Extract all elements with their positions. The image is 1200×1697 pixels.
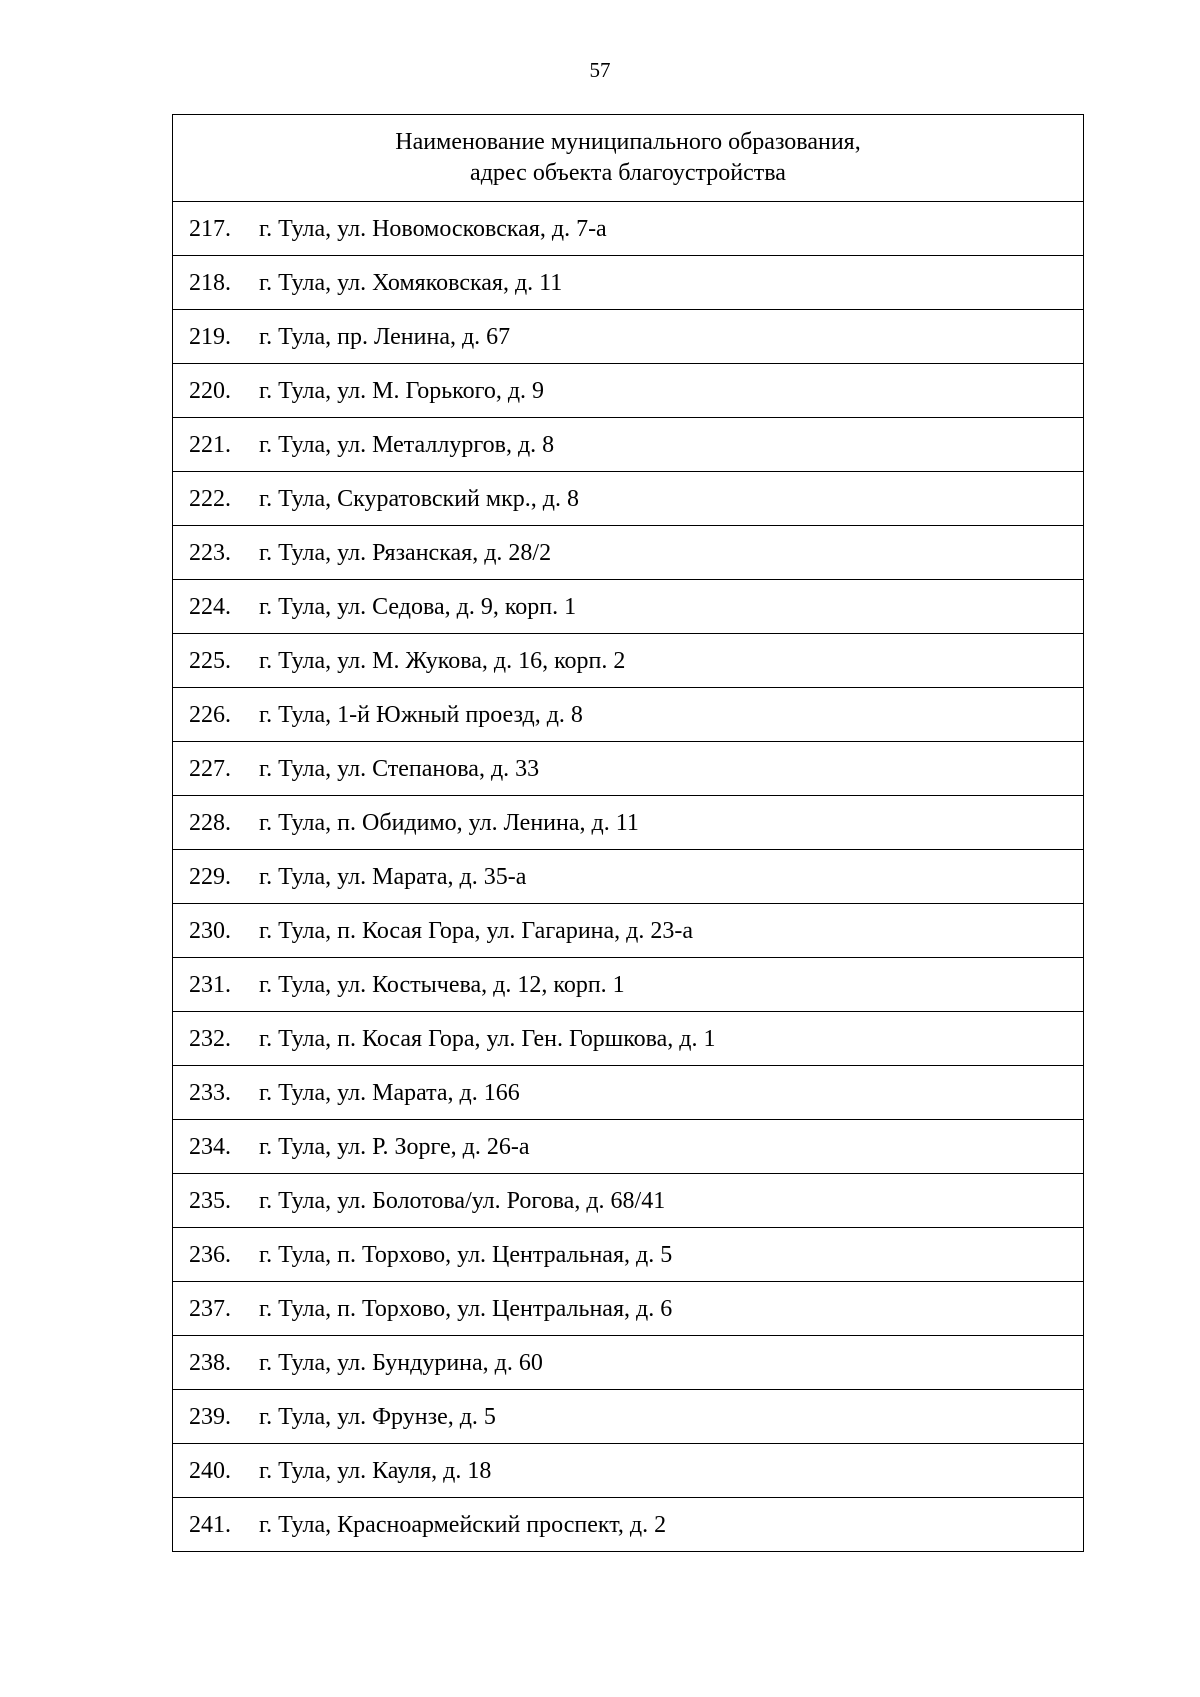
row-number: 226. — [189, 701, 231, 728]
table-row — [173, 310, 1084, 364]
row-number: 241. — [189, 1511, 231, 1538]
table-row — [173, 1390, 1084, 1444]
table-cell — [173, 310, 1084, 364]
row-number: 219. — [189, 323, 231, 350]
table-row — [173, 742, 1084, 796]
table-row — [173, 634, 1084, 688]
row-number: 235. — [189, 1187, 231, 1214]
table-row — [173, 418, 1084, 472]
table-row — [173, 904, 1084, 958]
table-row — [173, 364, 1084, 418]
row-address: г. Тула, ул. Седова, д. 9, корп. 1 — [259, 593, 577, 620]
row-number: 240. — [189, 1457, 231, 1484]
row-address: г. Тула, пр. Ленина, д. 67 — [259, 323, 511, 350]
row-address: г. Тула, Красноармейский проспект, д. 2 — [259, 1511, 667, 1538]
row-number: 223. — [189, 539, 231, 566]
row-number: 228. — [189, 809, 231, 836]
table-row — [173, 958, 1084, 1012]
table-row — [173, 1012, 1084, 1066]
table-cell — [173, 958, 1084, 1012]
row-number: 222. — [189, 485, 231, 512]
table-cell — [173, 634, 1084, 688]
table-row — [173, 202, 1084, 256]
table-row — [173, 688, 1084, 742]
table-row — [173, 256, 1084, 310]
row-address: г. Тула, ул. Новомосковская, д. 7-а — [259, 215, 607, 242]
table-row — [173, 1336, 1084, 1390]
row-address: г. Тула, ул. Металлургов, д. 8 — [259, 431, 555, 458]
row-number: 225. — [189, 647, 231, 674]
row-address: г. Тула, ул. Марата, д. 166 — [259, 1079, 520, 1106]
row-number: 218. — [189, 269, 231, 296]
row-address: г. Тула, п. Торхово, ул. Центральная, д. 6 — [259, 1295, 673, 1322]
row-address: г. Тула, Скуратовский мкр., д. 8 — [259, 485, 579, 512]
table-row — [173, 1444, 1084, 1498]
table-row — [173, 526, 1084, 580]
row-address: г. Тула, ул. Рязанская, д. 28/2 — [259, 539, 552, 566]
row-number: 234. — [189, 1133, 231, 1160]
table-row — [173, 472, 1084, 526]
row-address: г. Тула, ул. М. Горького, д. 9 — [259, 377, 545, 404]
header-line-1: Наименование муниципального образования, — [395, 129, 861, 155]
row-number: 231. — [189, 971, 231, 998]
row-address: г. Тула, п. Торхово, ул. Центральная, д. 5 — [259, 1241, 673, 1268]
table-cell — [173, 1120, 1084, 1174]
row-address: г. Тула, 1-й Южный проезд, д. 8 — [259, 701, 583, 728]
row-address: г. Тула, п. Обидимо, ул. Ленина, д. 11 — [259, 809, 639, 836]
table-cell — [173, 580, 1084, 634]
row-number: 229. — [189, 863, 231, 890]
row-number: 227. — [189, 755, 231, 782]
table-cell — [173, 202, 1084, 256]
row-address: г. Тула, п. Косая Гора, ул. Гагарина, д. 23-а — [259, 917, 694, 944]
table-row — [173, 1066, 1084, 1120]
table-row — [173, 1120, 1084, 1174]
row-address: г. Тула, ул. Р. Зорге, д. 26-а — [259, 1133, 530, 1160]
row-number: 220. — [189, 377, 231, 404]
table-row — [173, 580, 1084, 634]
table-cell — [173, 1390, 1084, 1444]
table-cell — [173, 1066, 1084, 1120]
table-cell — [173, 688, 1084, 742]
table-cell — [173, 472, 1084, 526]
page-number: 57 — [589, 58, 611, 82]
row-number: 232. — [189, 1025, 231, 1052]
row-number: 239. — [189, 1403, 231, 1430]
table-header-cell — [173, 115, 1084, 202]
table-row — [173, 1498, 1084, 1552]
row-address: г. Тула, ул. Кауля, д. 18 — [259, 1457, 492, 1484]
table-cell — [173, 1174, 1084, 1228]
table-cell — [173, 1012, 1084, 1066]
table-row — [173, 796, 1084, 850]
table-cell — [173, 742, 1084, 796]
row-number: 237. — [189, 1295, 231, 1322]
row-address: г. Тула, ул. Хомяковская, д. 11 — [259, 269, 563, 296]
row-number: 238. — [189, 1349, 231, 1376]
row-address: г. Тула, п. Косая Гора, ул. Ген. Горшкова, д. 1 — [259, 1025, 716, 1052]
header-line-2: адрес объекта благоустройства — [470, 160, 786, 186]
table-cell — [173, 418, 1084, 472]
table-row — [173, 850, 1084, 904]
table-cell — [173, 850, 1084, 904]
row-address: г. Тула, ул. Костычева, д. 12, корп. 1 — [259, 971, 625, 998]
row-number: 236. — [189, 1241, 231, 1268]
table-row — [173, 1228, 1084, 1282]
row-address: г. Тула, ул. Бундурина, д. 60 — [259, 1349, 543, 1376]
table-cell — [173, 796, 1084, 850]
row-number: 224. — [189, 593, 231, 620]
row-address: г. Тула, ул. Болотова/ул. Рогова, д. 68/41 — [259, 1187, 666, 1214]
table-header-row — [173, 115, 1084, 202]
table-cell — [173, 256, 1084, 310]
table-cell — [173, 904, 1084, 958]
row-address: г. Тула, ул. Фрунзе, д. 5 — [259, 1403, 496, 1430]
row-address: г. Тула, ул. Марата, д. 35-а — [259, 863, 527, 890]
table-cell — [173, 364, 1084, 418]
table-cell — [173, 526, 1084, 580]
table-cell — [173, 1336, 1084, 1390]
address-table — [172, 114, 1084, 1552]
row-number: 221. — [189, 431, 231, 458]
table-cell — [173, 1444, 1084, 1498]
row-number: 233. — [189, 1079, 231, 1106]
table-cell — [173, 1228, 1084, 1282]
row-number: 230. — [189, 917, 231, 944]
table-row — [173, 1174, 1084, 1228]
table-cell — [173, 1498, 1084, 1552]
row-address: г. Тула, ул. Степанова, д. 33 — [259, 755, 540, 782]
table-cell — [173, 1282, 1084, 1336]
row-address: г. Тула, ул. М. Жукова, д. 16, корп. 2 — [259, 647, 626, 674]
row-number: 217. — [189, 215, 231, 242]
table-row — [173, 1282, 1084, 1336]
